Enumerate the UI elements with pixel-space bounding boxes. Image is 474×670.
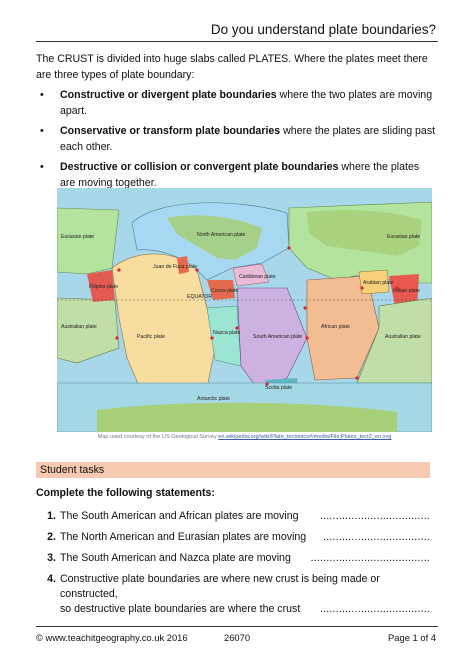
- task-number: 1.: [47, 510, 56, 522]
- boundary-arrow-icon: [117, 268, 120, 271]
- boundary-term: Destructive or collision or convergent plate boundaries: [60, 161, 339, 173]
- boundary-types-list: [36, 88, 436, 196]
- task-text: The South American and African plates are moving: [60, 510, 299, 522]
- boundary-arrow-icon: [115, 336, 118, 339]
- answer-blank[interactable]: ...................................: [319, 510, 430, 522]
- list-item: [36, 88, 436, 119]
- label-north-american: North American plate: [197, 232, 246, 238]
- task-number: 4.: [47, 573, 56, 585]
- label-australian-east: Australian plate: [385, 334, 421, 340]
- task-text-line-1: Constructive plate boundaries are where new crust is being made or constructed,: [60, 573, 380, 600]
- footer-resource-id: 26070: [224, 632, 251, 643]
- intro-paragraph: The CRUST is divided into huge slabs called PLATES. Where the plates meet there are three types of plate boundary:: [36, 53, 428, 81]
- boundary-arrow-icon: [305, 336, 308, 339]
- task-number: 3.: [47, 552, 56, 564]
- task-text: The South American and Nazca plate are moving: [60, 552, 291, 564]
- list-item: [36, 124, 436, 155]
- label-eurasian-east: Eurasian plate: [387, 234, 421, 240]
- boundary-description: where the two plates are moving apart.: [60, 89, 433, 117]
- header-divider: [36, 41, 438, 42]
- boundary-arrow-icon: [355, 376, 358, 379]
- eurasian-plate-west: [57, 208, 119, 274]
- credit-link[interactable]: en.wikipedia.org/wiki/Plate_tectonics#/media/File:Plates_tect2_en.svg: [218, 434, 392, 440]
- boundary-arrow-icon: [210, 336, 213, 339]
- list-item: [36, 160, 436, 191]
- task-item-3: [47, 551, 430, 566]
- boundary-description: where the plates are moving together.: [60, 161, 420, 189]
- plate-map-figure: [57, 188, 432, 432]
- task-item-4: [47, 572, 430, 617]
- label-nazca: Nazca plate: [213, 330, 241, 336]
- boundary-term: Constructive or divergent plate boundaries: [60, 89, 277, 101]
- label-juan-de-fuca: Juan de Fuca plate: [153, 264, 198, 270]
- label-australian-west: Australian plate: [61, 324, 97, 330]
- footer-page-number: Page 1 of 4: [388, 632, 436, 643]
- label-arabian: Arabian plate: [363, 280, 394, 286]
- label-antarctic: Antarctic plate: [197, 396, 230, 402]
- credit-text: Map used courtesy of the US Geological Survey: [97, 434, 217, 440]
- boundary-arrow-icon: [303, 306, 306, 309]
- boundary-arrow-icon: [287, 246, 290, 249]
- tasks-instruction: Complete the following statements:: [36, 487, 215, 499]
- task-item-2: [47, 530, 430, 545]
- page-title: Do you understand plate boundaries?: [210, 22, 436, 37]
- task-number: 2.: [47, 531, 56, 543]
- label-caribbean: Caribbean plate: [239, 274, 276, 280]
- label-african: African plate: [321, 324, 350, 330]
- task-text: so destructive plate boundaries are where the crust: [60, 603, 301, 615]
- task-item-1: [47, 509, 430, 524]
- task-text: The North American and Eurasian plates are moving: [60, 531, 307, 543]
- label-scotia: Scotia plate: [265, 385, 293, 391]
- label-indian: Indian plate: [393, 288, 420, 294]
- bullet-icon: •: [40, 89, 44, 101]
- label-cocos: Cocos plate: [211, 288, 239, 294]
- footer-divider: [36, 626, 438, 627]
- task-text-line-2: [60, 602, 430, 617]
- boundary-term: Conservative or transform plate boundaries: [60, 125, 281, 137]
- boundary-description: where the plates are sliding past each other.: [60, 125, 436, 153]
- answer-blank[interactable]: ...................................: [319, 603, 430, 615]
- bullet-icon: •: [40, 125, 44, 137]
- label-equator: EQUATOR: [187, 294, 213, 300]
- footer-copyright: © www.teachitgeography.co.uk 2016: [36, 632, 188, 643]
- map-credit: [57, 434, 432, 440]
- answer-blank[interactable]: ......................................: [310, 552, 430, 564]
- plate-map: [57, 188, 432, 432]
- student-tasks-bar: [36, 462, 430, 478]
- label-pacific: Pacific plate: [137, 334, 165, 340]
- label-south-american: South American plate: [253, 334, 303, 340]
- label-eurasian-west: Eurasian plate: [61, 234, 95, 240]
- bullet-icon: •: [40, 161, 44, 173]
- boundary-arrow-icon: [360, 286, 363, 289]
- answer-blank[interactable]: ..................................: [323, 531, 430, 543]
- label-filipino: Filipino plate: [89, 284, 119, 290]
- student-tasks-heading: Student tasks: [40, 464, 105, 476]
